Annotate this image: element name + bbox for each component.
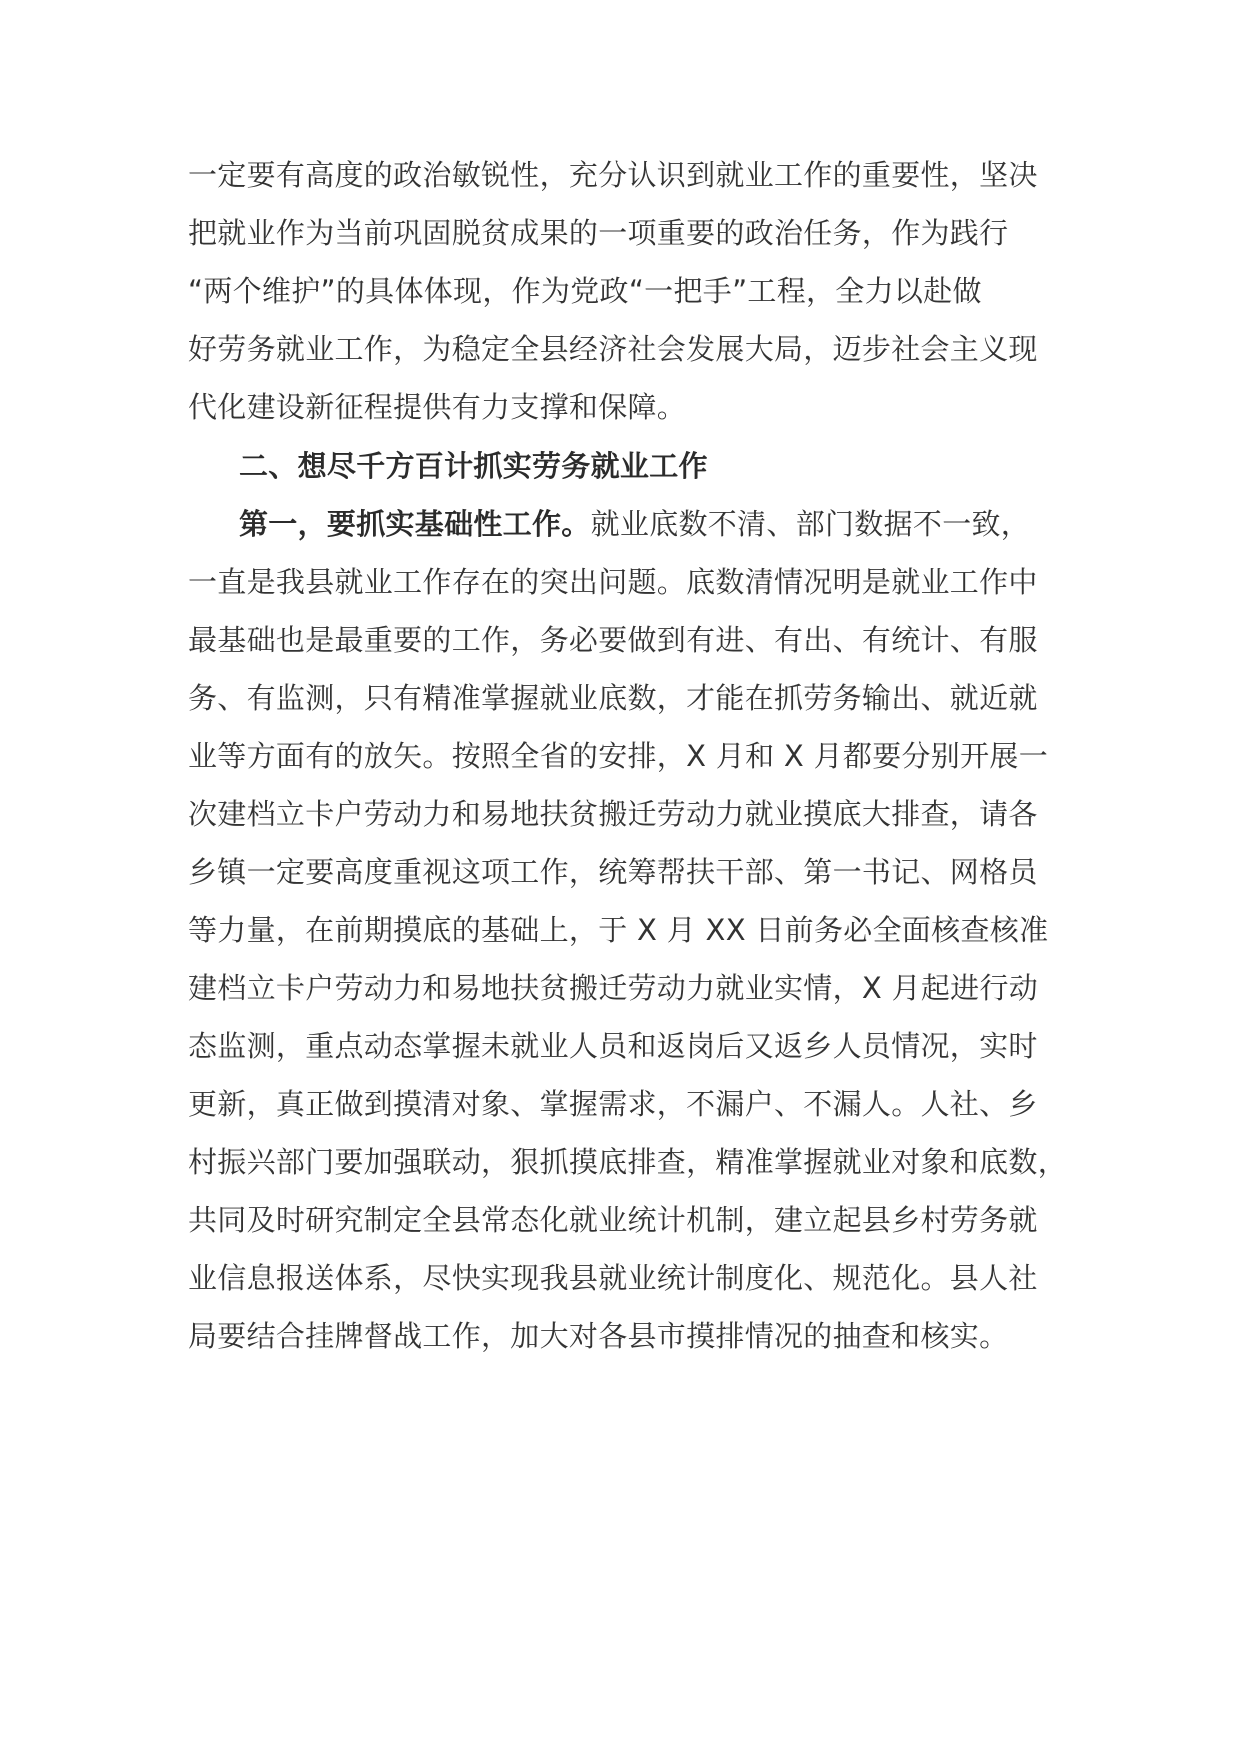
- point-text: 就业底数不清、部门数据不一致，: [590, 507, 1031, 541]
- paragraph-line: 好劳务就业工作，为稳定全县经济社会发展大局，迈步社会主义现: [188, 332, 1038, 366]
- paragraph-line: 村振兴部门要加强联动，狠抓摸底排查，精准掌握就业对象和底数，: [188, 1145, 1068, 1179]
- paragraph-line: 业信息报送体系，尽快实现我县就业统计制度化、规范化。县人社: [188, 1261, 1038, 1295]
- paragraph-line: “两个维护”的具体体现，作为党政“一把手”工程，全力以赴做: [188, 274, 982, 308]
- point-lead: 第一，要抓实基础性工作。: [239, 507, 591, 541]
- paragraph-line: 更新，真正做到摸清对象、掌握需求，不漏户、不漏人。人社、乡: [188, 1087, 1038, 1121]
- paragraph-line: 一直是我县就业工作存在的突出问题。底数清情况明是就业工作中: [188, 565, 1038, 599]
- paragraph-line: 局要结合挂牌督战工作，加大对各县市摸排情况的抽查和核实。: [188, 1319, 1009, 1353]
- paragraph-line: 代化建设新征程提供有力支撑和保障。: [188, 390, 687, 424]
- paragraph-line: 一定要有高度的政治敏锐性，充分认识到就业工作的重要性，坚决: [188, 158, 1038, 192]
- paragraph-line: 等力量，在前期摸底的基础上，于 X 月 XX 日前务必全面核查核准: [188, 913, 1049, 947]
- paragraph-line: 次建档立卡户劳动力和易地扶贫搬迁劳动力就业摸底大排查，请各: [188, 797, 1038, 831]
- paragraph-line: 共同及时研究制定全县常态化就业统计机制，建立起县乡村劳务就: [188, 1203, 1038, 1237]
- paragraph-line: 乡镇一定要高度重视这项工作，统筹帮扶干部、第一书记、网格员: [188, 855, 1038, 889]
- paragraph-line: 把就业作为当前巩固脱贫成果的一项重要的政治任务，作为践行: [188, 216, 1009, 250]
- paragraph-line: 建档立卡户劳动力和易地扶贫搬迁劳动力就业实情，X 月起进行动: [188, 971, 1039, 1005]
- paragraph-line: 态监测，重点动态掌握未就业人员和返岗后又返乡人员情况，实时: [188, 1029, 1038, 1063]
- paragraph-line: 务、有监测，只有精准掌握就业底数，才能在抓劳务输出、就近就: [188, 681, 1038, 715]
- section-heading: 二、想尽千方百计抓实劳务就业工作: [239, 449, 708, 483]
- paragraph-line: 最基础也是最重要的工作，务必要做到有进、有出、有统计、有服: [188, 623, 1038, 657]
- paragraph-line: [239, 504, 1139, 544]
- paragraph-line: 业等方面有的放矢。按照全省的安排，X 月和 X 月都要分别开展一: [188, 739, 1048, 773]
